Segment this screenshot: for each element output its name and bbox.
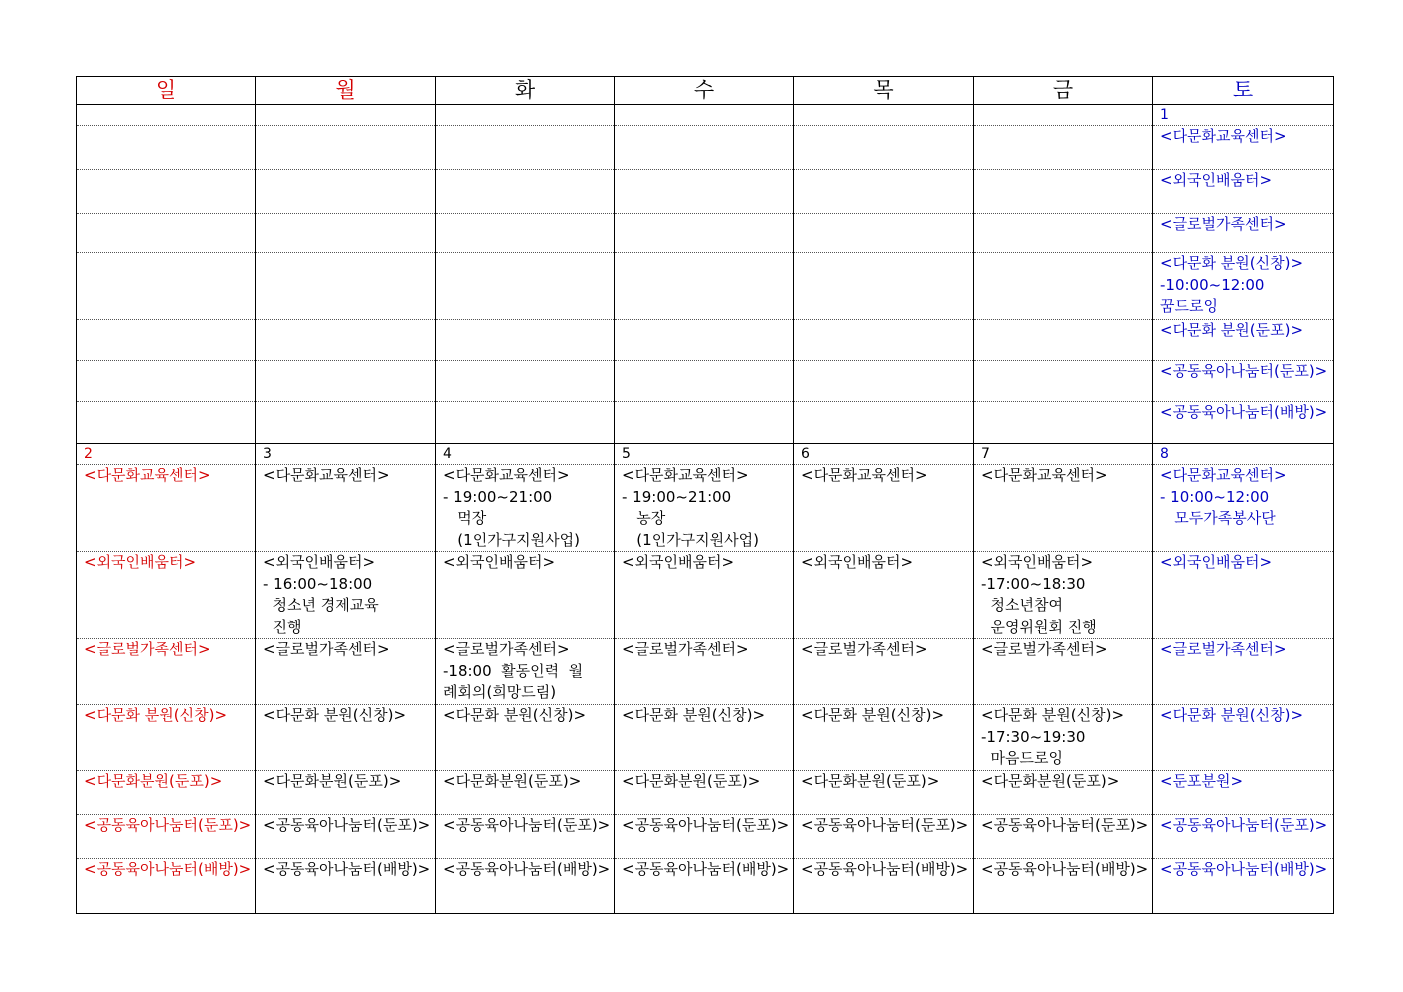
- calendar-cell: [974, 214, 1153, 253]
- week2-event-row: [77, 815, 1334, 859]
- calendar-cell: [77, 771, 256, 815]
- event-text: <글로벌가족센터>: [981, 640, 1108, 658]
- calendar-cell: [615, 214, 794, 253]
- event-text: <둔포분원>: [1160, 772, 1244, 790]
- calendar-cell: [436, 771, 615, 815]
- calendar-cell: [615, 552, 794, 639]
- event-text: <공동육아나눔터(둔포)>: [1160, 362, 1328, 380]
- calendar-body: [77, 105, 1334, 914]
- calendar-cell: [436, 214, 615, 253]
- calendar-cell: [615, 170, 794, 214]
- event-text: <공동육아나눔터(둔포)>: [981, 816, 1149, 834]
- event-text: <글로벌가족센터> -18:00 활동인력 월 례회의(희망드림): [443, 640, 584, 701]
- calendar-cell: [794, 361, 974, 402]
- calendar-cell: [256, 771, 436, 815]
- week1-event-row: [77, 214, 1334, 253]
- calendar-cell: [615, 402, 794, 444]
- event-text: <글로벌가족센터>: [1160, 640, 1287, 658]
- event-text: <공동육아나눔터(배방)>: [1160, 860, 1328, 878]
- calendar-cell: [974, 126, 1153, 170]
- day-number: [974, 105, 1153, 126]
- event-text: <다문화 분원(신창)>: [443, 706, 587, 724]
- calendar-cell: [77, 859, 256, 914]
- week1-event-row: [77, 170, 1334, 214]
- event-text: <글로벌가족센터>: [84, 640, 211, 658]
- week2-event-row: [77, 705, 1334, 771]
- calendar-cell: [77, 214, 256, 253]
- event-text: <다문화교육센터>: [1160, 127, 1287, 145]
- event-text: <공동육아나눔터(둔포)>: [1160, 816, 1328, 834]
- calendar-cell: [256, 465, 436, 552]
- weekday-wednesday: 수: [615, 77, 794, 105]
- calendar-cell: [256, 859, 436, 914]
- calendar-cell: [436, 126, 615, 170]
- event-text: <다문화 분원(둔포)>: [1160, 321, 1304, 339]
- event-text: <공동육아나눔터(배방)>: [801, 860, 969, 878]
- week1-event-row: [77, 320, 1334, 361]
- event-text: <외국인배움터> - 16:00~18:00 청소년 경제교육 진행: [263, 553, 379, 636]
- event-text: <다문화교육센터> - 10:00~12:00 모두가족봉사단: [1160, 466, 1287, 527]
- day-number: 8: [1153, 444, 1334, 465]
- calendar-cell: [436, 815, 615, 859]
- calendar-cell: [615, 465, 794, 552]
- calendar-cell: [256, 214, 436, 253]
- event-text: <공동육아나눔터(배방)>: [263, 860, 431, 878]
- calendar-cell: [794, 320, 974, 361]
- calendar-cell: [1153, 126, 1334, 170]
- calendar-cell: [256, 361, 436, 402]
- week2-event-row: [77, 771, 1334, 815]
- calendar-cell: [77, 320, 256, 361]
- calendar-cell: [794, 552, 974, 639]
- calendar-cell: [256, 126, 436, 170]
- calendar-cell: [1153, 771, 1334, 815]
- calendar-cell: [615, 126, 794, 170]
- weekday-header-row: [77, 77, 1334, 105]
- calendar-cell: [77, 402, 256, 444]
- event-text: <공동육아나눔터(배방)>: [981, 860, 1149, 878]
- event-text: <다문화분원(둔포)>: [801, 772, 940, 790]
- event-text: <공동육아나눔터(둔포)>: [263, 816, 431, 834]
- week2-event-row: [77, 639, 1334, 705]
- weekday-sunday: 일: [77, 77, 256, 105]
- calendar-cell: [974, 402, 1153, 444]
- calendar-cell: [77, 126, 256, 170]
- calendar-cell: [1153, 361, 1334, 402]
- weekday-friday: 금: [974, 77, 1153, 105]
- calendar-cell: [974, 552, 1153, 639]
- calendar-cell: [436, 170, 615, 214]
- event-text: <공동육아나눔터(둔포)>: [443, 816, 611, 834]
- calendar-cell: [794, 170, 974, 214]
- calendar-cell: [615, 320, 794, 361]
- day-number: 3: [256, 444, 436, 465]
- calendar-cell: [436, 361, 615, 402]
- day-number: 1: [1153, 105, 1334, 126]
- calendar-cell: [974, 320, 1153, 361]
- event-text: <다문화분원(둔포)>: [263, 772, 402, 790]
- weekday-monday: 월: [256, 77, 436, 105]
- calendar-cell: [436, 639, 615, 705]
- calendar-cell: [794, 771, 974, 815]
- event-text: <다문화 분원(신창)>: [1160, 706, 1304, 724]
- calendar-cell: [256, 815, 436, 859]
- calendar-table: [76, 76, 1334, 914]
- event-text: <외국인배움터>: [1160, 171, 1273, 189]
- event-text: <다문화분원(둔포)>: [443, 772, 582, 790]
- event-text: <다문화교육센터> - 19:00~21:00 먹장 (1인가구지원사업): [443, 466, 580, 549]
- week1-event-row: [77, 402, 1334, 444]
- calendar-cell: [794, 253, 974, 320]
- calendar-cell: [615, 253, 794, 320]
- calendar-cell: [436, 465, 615, 552]
- event-text: <다문화교육센터>: [84, 466, 211, 484]
- week2-event-row: [77, 552, 1334, 639]
- calendar-cell: [615, 815, 794, 859]
- calendar-cell: [256, 253, 436, 320]
- calendar-cell: [615, 859, 794, 914]
- event-text: <외국인배움터>: [801, 553, 914, 571]
- calendar-cell: [1153, 552, 1334, 639]
- calendar-cell: [436, 705, 615, 771]
- weekday-tuesday: 화: [436, 77, 615, 105]
- calendar-cell: [1153, 214, 1334, 253]
- calendar-cell: [256, 705, 436, 771]
- day-number: [615, 105, 794, 126]
- calendar-cell: [615, 361, 794, 402]
- calendar-cell: [974, 361, 1153, 402]
- event-text: <공동육아나눔터(둔포)>: [622, 816, 790, 834]
- week1-event-row: [77, 361, 1334, 402]
- calendar-cell: [77, 253, 256, 320]
- calendar-cell: [436, 859, 615, 914]
- calendar-cell: [77, 639, 256, 705]
- calendar-cell: [77, 552, 256, 639]
- calendar-cell: [974, 639, 1153, 705]
- day-number: 7: [974, 444, 1153, 465]
- week1-day-number-row: [77, 105, 1334, 126]
- calendar-cell: [256, 402, 436, 444]
- calendar-cell: [256, 170, 436, 214]
- calendar-cell: [615, 771, 794, 815]
- event-text: <외국인배움터>: [1160, 553, 1273, 571]
- event-text: <다문화 분원(신창)>: [801, 706, 945, 724]
- event-text: <글로벌가족센터>: [622, 640, 749, 658]
- calendar-cell: [794, 639, 974, 705]
- weekday-saturday: 토: [1153, 77, 1334, 105]
- calendar-cell: [974, 170, 1153, 214]
- event-text: <외국인배움터> -17:00~18:30 청소년참여 운영위원회 진행: [981, 553, 1097, 636]
- event-text: <외국인배움터>: [443, 553, 556, 571]
- calendar-cell: [974, 253, 1153, 320]
- calendar-cell: [1153, 402, 1334, 444]
- calendar-cell: [436, 552, 615, 639]
- calendar-cell: [794, 126, 974, 170]
- calendar-cell: [436, 253, 615, 320]
- event-text: <글로벌가족센터>: [263, 640, 390, 658]
- calendar-cell: [1153, 170, 1334, 214]
- calendar-cell: [256, 320, 436, 361]
- calendar-cell: [615, 639, 794, 705]
- day-number: [794, 105, 974, 126]
- day-number: [256, 105, 436, 126]
- calendar-cell: [974, 859, 1153, 914]
- event-text: <글로벌가족센터>: [1160, 215, 1287, 233]
- calendar-cell: [794, 705, 974, 771]
- event-text: <다문화교육센터>: [263, 466, 390, 484]
- calendar-cell: [1153, 253, 1334, 320]
- event-text: <다문화 분원(신창)> -10:00~12:00 꿈드로잉: [1160, 254, 1304, 315]
- event-text: <다문화분원(둔포)>: [622, 772, 761, 790]
- calendar-cell: [974, 771, 1153, 815]
- calendar-cell: [794, 859, 974, 914]
- event-text: <공동육아나눔터(배방)>: [1160, 403, 1328, 421]
- event-text: <다문화 분원(신창)>: [263, 706, 407, 724]
- event-text: <공동육아나눔터(배방)>: [622, 860, 790, 878]
- calendar-cell: [256, 552, 436, 639]
- calendar-cell: [1153, 705, 1334, 771]
- calendar-cell: [974, 815, 1153, 859]
- event-text: <다문화분원(둔포)>: [84, 772, 223, 790]
- event-text: <공동육아나눔터(배방)>: [443, 860, 611, 878]
- calendar-cell: [77, 815, 256, 859]
- event-text: <다문화 분원(신창)> -17:30~19:30 마음드로잉: [981, 706, 1125, 767]
- calendar-cell: [974, 705, 1153, 771]
- calendar-cell: [77, 465, 256, 552]
- calendar-cell: [1153, 465, 1334, 552]
- week2-event-row: [77, 465, 1334, 552]
- calendar-cell: [77, 170, 256, 214]
- day-number: 4: [436, 444, 615, 465]
- day-number: [77, 105, 256, 126]
- week2-day-number-row: [77, 444, 1334, 465]
- event-text: <공동육아나눔터(배방)>: [84, 860, 252, 878]
- event-text: <다문화 분원(신창)>: [622, 706, 766, 724]
- event-text: <다문화분원(둔포)>: [981, 772, 1120, 790]
- event-text: <외국인배움터>: [84, 553, 197, 571]
- event-text: <공동육아나눔터(둔포)>: [801, 816, 969, 834]
- event-text: <다문화교육센터>: [801, 466, 928, 484]
- week2-event-row: [77, 859, 1334, 914]
- calendar-cell: [77, 705, 256, 771]
- calendar-cell: [77, 361, 256, 402]
- day-number: 6: [794, 444, 974, 465]
- calendar-cell: [1153, 815, 1334, 859]
- calendar-cell: [794, 214, 974, 253]
- calendar-cell: [974, 465, 1153, 552]
- event-text: <다문화교육센터> - 19:00~21:00 농장 (1인가구지원사업): [622, 466, 759, 549]
- event-text: <공동육아나눔터(둔포)>: [84, 816, 252, 834]
- weekday-thursday: 목: [794, 77, 974, 105]
- event-text: <다문화교육센터>: [981, 466, 1108, 484]
- event-text: <글로벌가족센터>: [801, 640, 928, 658]
- day-number: 2: [77, 444, 256, 465]
- event-text: <외국인배움터>: [622, 553, 735, 571]
- event-text: <다문화 분원(신창)>: [84, 706, 228, 724]
- calendar-cell: [615, 705, 794, 771]
- calendar-cell: [436, 320, 615, 361]
- calendar-cell: [1153, 320, 1334, 361]
- calendar-cell: [256, 639, 436, 705]
- calendar-cell: [794, 815, 974, 859]
- week1-event-row: [77, 126, 1334, 170]
- day-number: 5: [615, 444, 794, 465]
- calendar-cell: [1153, 639, 1334, 705]
- calendar-cell: [794, 402, 974, 444]
- calendar-cell: [794, 465, 974, 552]
- calendar-cell: [1153, 859, 1334, 914]
- calendar-cell: [436, 402, 615, 444]
- day-number: [436, 105, 615, 126]
- week1-event-row: [77, 253, 1334, 320]
